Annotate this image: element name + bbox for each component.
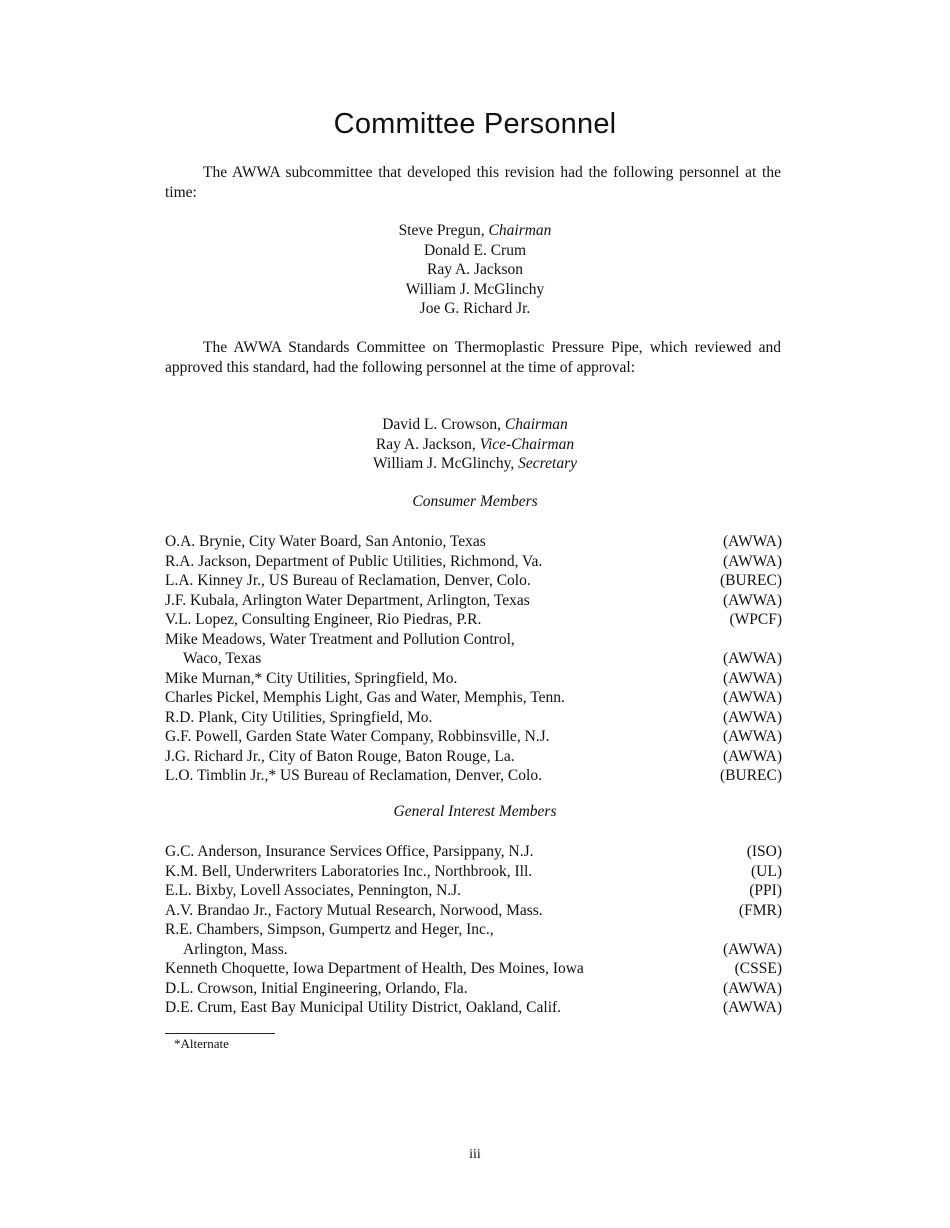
member-name: J.F. Kubala, Arlington Water Department, Arlington, Texas	[165, 591, 530, 609]
member-row	[165, 940, 782, 960]
member-org: (AWWA)	[722, 669, 782, 687]
footnote: *Alternate	[174, 1036, 229, 1051]
member-row	[165, 979, 782, 999]
member-row	[165, 532, 782, 552]
member-row	[165, 766, 782, 786]
member-row	[165, 571, 782, 591]
member-name: L.O. Timblin Jr.,* US Bureau of Reclamation, Denver, Colo.	[165, 767, 542, 784]
consumer-members-heading: Consumer Members	[412, 493, 538, 510]
member-row	[165, 669, 782, 689]
member-row	[165, 630, 782, 650]
member-name: L.A. Kinney Jr., US Bureau of Reclamation, Denver, Colo.	[165, 572, 531, 589]
member-row	[165, 920, 782, 940]
intro-paragraph-committee	[165, 338, 781, 377]
member-org: (AWWA)	[722, 940, 782, 958]
member-row	[165, 552, 782, 572]
member-name: J.G. Richard Jr., City of Baton Rouge, Baton Rouge, La.	[165, 747, 515, 765]
member-row	[165, 688, 782, 708]
member-row	[165, 591, 782, 611]
member-row	[165, 747, 782, 767]
member-org: (AWWA)	[722, 728, 782, 745]
intro-paragraph-subcommittee	[165, 163, 781, 202]
member-org: (AWWA)	[722, 708, 782, 726]
officers-list	[0, 415, 950, 474]
member-org: (BUREC)	[720, 572, 782, 589]
member-org: (AWWA)	[722, 552, 782, 570]
member-name: Mike Murnan,* City Utilities, Springfield, Mo.	[165, 669, 458, 687]
officer: Ray A. Jackson, Vice-Chairman	[375, 435, 575, 453]
officer: David L. Crowson, Chairman	[382, 416, 568, 433]
member-org: (AWWA)	[722, 591, 782, 609]
member-name: R.E. Chambers, Simpson, Gumpertz and Heger, Inc.,	[165, 921, 494, 938]
member-name: R.D. Plank, City Utilities, Springfield, Mo.	[165, 708, 433, 726]
member-org: (AWWA)	[722, 747, 782, 765]
member-org: (ISO)	[746, 843, 782, 860]
footnote-divider	[165, 1033, 275, 1034]
subcommittee-list	[0, 221, 950, 319]
subcommittee-member: William J. McGlinchy	[405, 280, 545, 298]
member-name: K.M. Bell, Underwriters Laboratories Inc., Northbrook, Ill.	[165, 862, 533, 880]
subcommittee-member: Donald E. Crum	[423, 241, 527, 259]
member-row	[165, 862, 782, 882]
intro-text: The AWWA subcommittee that developed this revision had the following personnel at the time:	[165, 164, 781, 201]
page-number: iii	[469, 1147, 481, 1162]
member-row	[165, 959, 782, 979]
member-row	[165, 610, 782, 630]
member-name: G.C. Anderson, Insurance Services Office, Parsippany, N.J.	[165, 843, 534, 860]
member-row	[165, 708, 782, 728]
intro-text: The AWWA Standards Committee on Thermoplastic Pressure Pipe, which reviewed and approved this standard, had the following personnel at the time of approval:	[165, 339, 781, 376]
member-name: Charles Pickel, Memphis Light, Gas and Water, Memphis, Tenn.	[165, 689, 565, 706]
member-org: (AWWA)	[722, 979, 782, 997]
member-name: D.E. Crum, East Bay Municipal Utility District, Oakland, Calif.	[165, 999, 562, 1016]
member-org: (AWWA)	[722, 533, 782, 550]
member-name: V.L. Lopez, Consulting Engineer, Rio Piedras, P.R.	[165, 611, 482, 628]
general-interest-members-list	[165, 842, 782, 1018]
member-name: D.L. Crowson, Initial Engineering, Orlando, Fla.	[165, 979, 468, 997]
member-row	[165, 881, 782, 901]
member-name: G.F. Powell, Garden State Water Company, Robbinsville, N.J.	[165, 728, 550, 745]
member-row	[165, 842, 782, 862]
member-org: (AWWA)	[722, 689, 782, 706]
member-name: A.V. Brandao Jr., Factory Mutual Research, Norwood, Mass.	[165, 901, 543, 919]
member-name: O.A. Brynie, City Water Board, San Antonio, Texas	[165, 533, 486, 550]
member-org: (AWWA)	[722, 650, 782, 667]
member-row	[165, 901, 782, 921]
member-org: (UL)	[751, 862, 782, 880]
member-org: (AWWA)	[722, 999, 782, 1016]
member-org: (WPCF)	[729, 611, 782, 628]
subcommittee-member: Joe G. Richard Jr.	[419, 300, 531, 317]
member-name-continuation: Arlington, Mass.	[183, 940, 288, 958]
subcommittee-member: Ray A. Jackson	[426, 261, 523, 278]
member-name: Mike Meadows, Water Treatment and Pollution Control,	[165, 630, 515, 648]
member-org: (FMR)	[738, 901, 782, 919]
member-name: Kenneth Choquette, Iowa Department of Health, Des Moines, Iowa	[165, 960, 584, 977]
member-row	[165, 649, 782, 669]
member-row	[165, 727, 782, 747]
member-row	[165, 998, 782, 1018]
consumer-members-list	[165, 532, 782, 786]
member-org: (BUREC)	[720, 767, 782, 784]
officer: William J. McGlinchy, Secretary	[373, 455, 577, 472]
member-name-continuation: Waco, Texas	[183, 650, 262, 667]
member-org: (PPI)	[749, 882, 782, 899]
member-org: (CSSE)	[734, 960, 782, 977]
page-title: Committee Personnel	[333, 108, 617, 140]
subcommittee-member: Steve Pregun, Chairman	[398, 222, 552, 239]
general-interest-members-heading: General Interest Members	[393, 803, 557, 820]
member-name: R.A. Jackson, Department of Public Utilities, Richmond, Va.	[165, 552, 543, 570]
member-name: E.L. Bixby, Lovell Associates, Pennington, N.J.	[165, 882, 462, 899]
